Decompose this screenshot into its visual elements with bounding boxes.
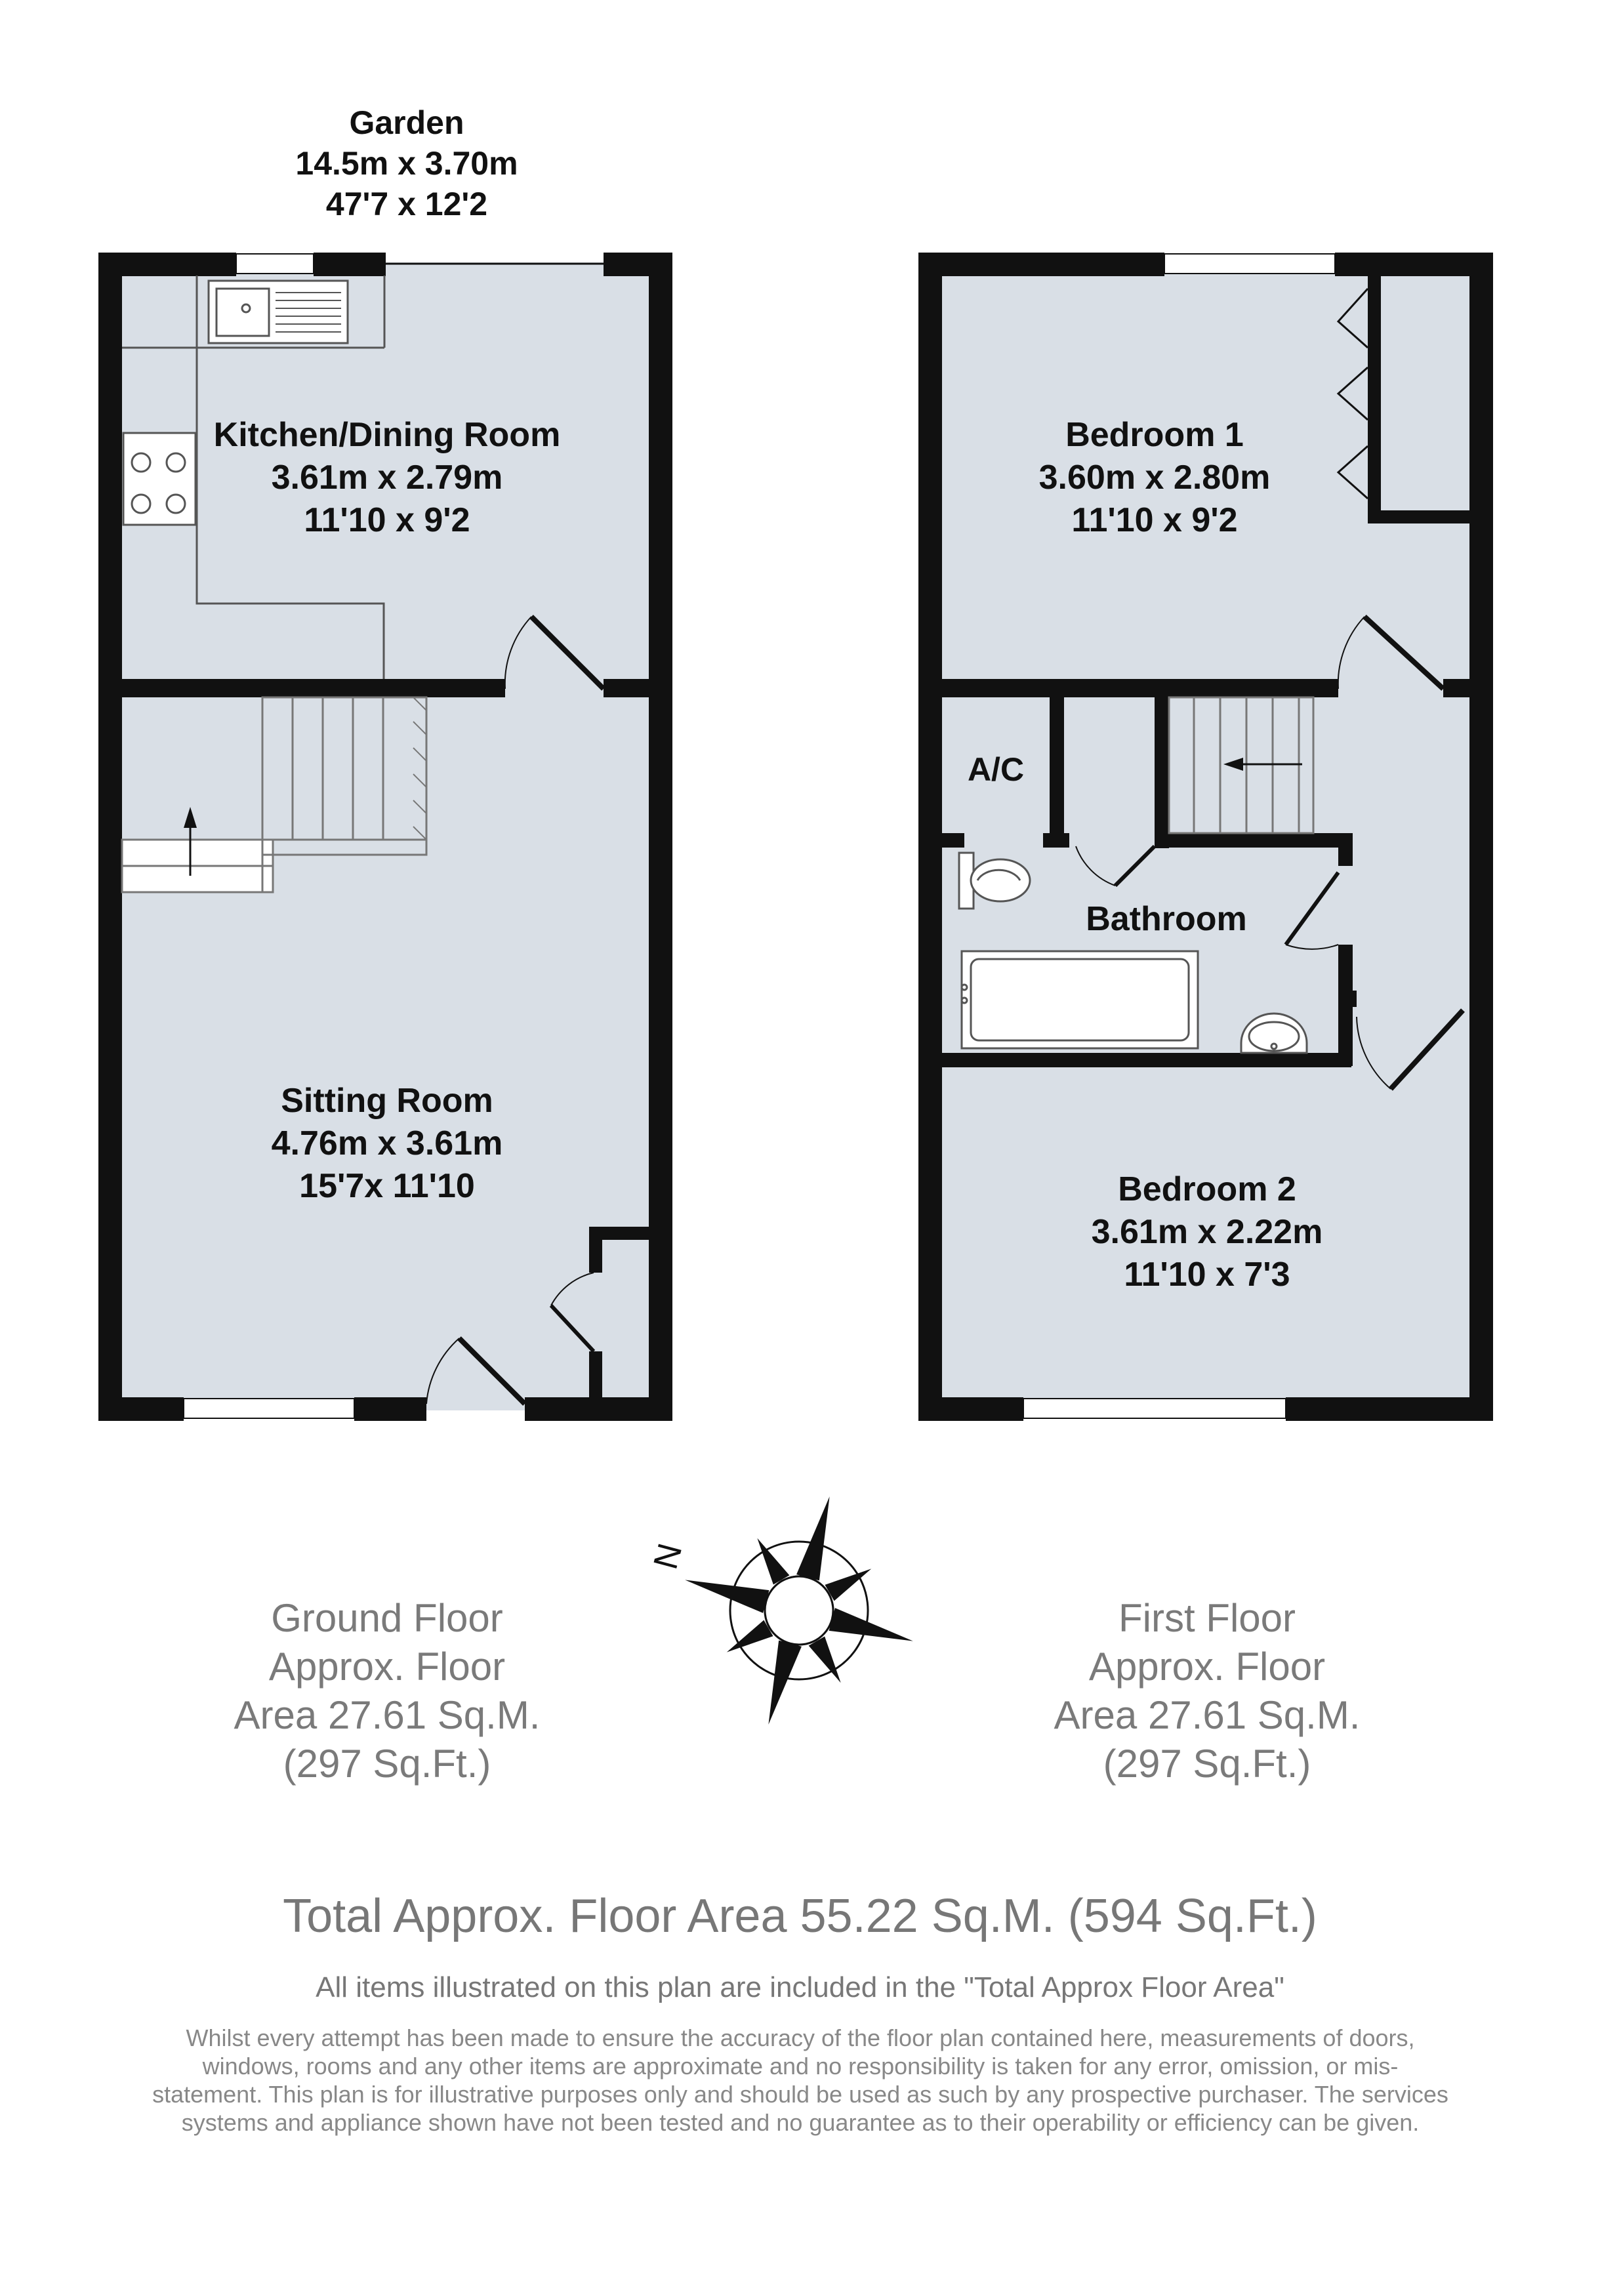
caption-line: Approx. Floor: [268, 1645, 506, 1689]
compass-rose-icon: [655, 1466, 944, 1755]
caption-line: First Floor: [1118, 1596, 1296, 1640]
bath-icon: [962, 951, 1198, 1048]
garden-size-imperial: 47'7 x 12'2: [325, 186, 488, 222]
room-bedroom-1: [1039, 416, 1271, 539]
sink-icon: [209, 281, 348, 343]
caption-line: Area 27.61 Sq.M.: [1054, 1693, 1361, 1737]
first-floor-caption: [945, 1594, 1469, 1788]
ground-floor-caption: [125, 1594, 649, 1788]
room-sitting-room: [272, 1082, 503, 1205]
caption-line: (297 Sq.Ft.): [283, 1742, 491, 1786]
room-size-imperial: 11'10 x 9'2: [1071, 501, 1238, 539]
room-size-imperial: 11'10 x 7'3: [1124, 1256, 1290, 1294]
room-name: Bedroom 1: [1065, 416, 1244, 454]
room-name: Bathroom: [1086, 900, 1247, 938]
room-size-imperial: 15'7x 11'10: [299, 1167, 475, 1205]
room-name: A/C: [967, 751, 1025, 788]
room-size-metric: 3.61m x 2.79m: [271, 459, 503, 497]
included-items-note: All items illustrated on this plan are included in the "Total Approx Floor Area": [316, 1971, 1284, 2003]
compass-north-label: N: [646, 1539, 690, 1574]
room-size-metric: 3.60m x 2.80m: [1038, 459, 1271, 497]
total-floor-area: Total Approx. Floor Area 55.22 Sq.M. (594 Sq.Ft.): [283, 1890, 1317, 1942]
ground-floor-plan: [98, 253, 672, 1421]
room-size-imperial: 11'10 x 9'2: [304, 501, 470, 539]
disclaimer-text: Whilst every attempt has been made to ensure the accuracy of the floor plan contained here, measurements of doors, windows, rooms and any other items are approximate and no responsibility is taken for any error, omission, or mis-statement. This plan is for illustrative purposes only and should be used as such by any prospective purchaser. The services systems and appliance shown have not been tested and no guarantee as to their operability or efficiency can be given.: [152, 2024, 1448, 2136]
caption-line: Ground Floor: [271, 1596, 503, 1640]
garden-title: Garden: [349, 104, 464, 141]
first-floor-plan: [918, 253, 1493, 1421]
caption-line: Approx. Floor: [1088, 1645, 1326, 1689]
garden-size-metric: 14.5m x 3.70m: [295, 145, 518, 182]
room-name: Sitting Room: [281, 1082, 493, 1120]
caption-line: (297 Sq.Ft.): [1103, 1742, 1311, 1786]
room-name: Bedroom 2: [1118, 1170, 1296, 1208]
garden-label: [295, 104, 518, 222]
hob-icon: [123, 433, 195, 525]
room-bedroom-2: [1092, 1170, 1323, 1294]
room-bathroom: [1086, 900, 1247, 938]
room-ac-cupboard: [968, 751, 1024, 788]
room-name: Kitchen/Dining Room: [213, 416, 561, 454]
room-size-metric: 3.61m x 2.22m: [1091, 1213, 1323, 1251]
caption-line: Area 27.61 Sq.M.: [234, 1693, 541, 1737]
room-size-metric: 4.76m x 3.61m: [271, 1124, 503, 1162]
